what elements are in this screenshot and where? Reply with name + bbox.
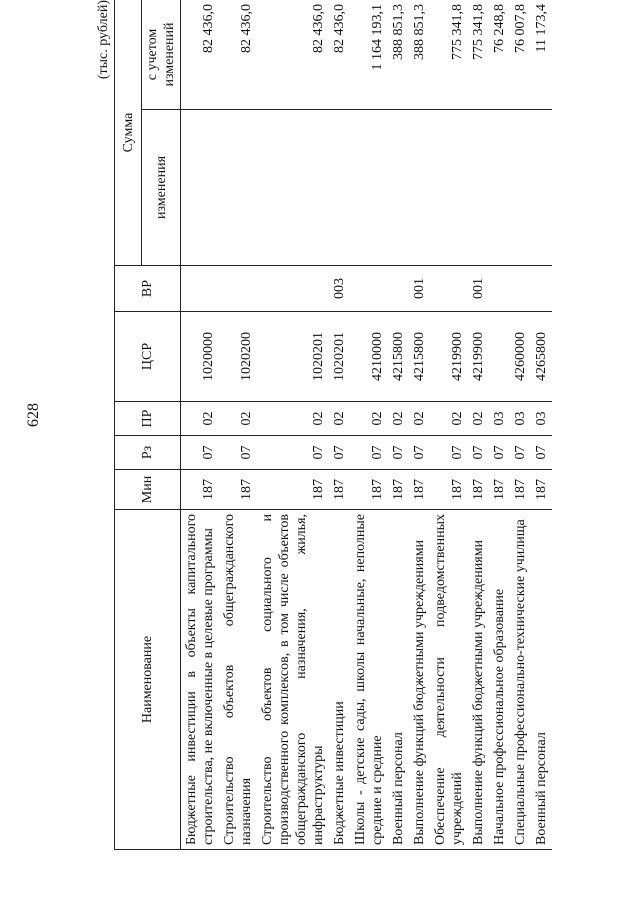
row-name: Военный персонал: [388, 510, 409, 850]
row-changes: [430, 110, 468, 266]
row-changes: [531, 110, 552, 266]
row-csr: 1020200: [219, 312, 257, 402]
row-rz: 07: [181, 436, 220, 470]
row-rz: 07: [489, 436, 510, 470]
table-row: [350, 0, 388, 850]
header-changes: изменения: [142, 110, 181, 266]
row-csr: 4219900: [468, 312, 489, 402]
row-pr: 03: [489, 402, 510, 436]
row-pr: 02: [409, 402, 430, 436]
row-min: 187: [430, 470, 468, 510]
row-rz: 07: [468, 436, 489, 470]
row-total: 82 436,0: [257, 0, 329, 110]
row-vr: [510, 266, 531, 312]
row-csr: 1020201: [329, 312, 350, 402]
row-vr: [430, 266, 468, 312]
row-changes: [388, 110, 409, 266]
row-name: Бюджетные инвестиции: [329, 510, 350, 850]
row-changes: [510, 110, 531, 266]
row-changes: [257, 110, 329, 266]
row-name: Школы - детские сады, школы начальные, неполные средние и средние: [350, 510, 388, 850]
row-total: 388 851,3: [409, 0, 430, 110]
row-rz: 07: [510, 436, 531, 470]
row-name: Начальное профессиональное образование: [489, 510, 510, 850]
row-vr: [181, 266, 220, 312]
row-csr: [489, 312, 510, 402]
row-pr: 03: [510, 402, 531, 436]
row-min: 187: [181, 470, 220, 510]
row-min: 187: [510, 470, 531, 510]
table-row: [468, 0, 489, 850]
row-pr: 03: [531, 402, 552, 436]
header-with-changes: с учетом изменений: [142, 0, 181, 110]
units-label: (тыс. рублей): [96, 0, 111, 80]
rotated-page: [60, 0, 630, 860]
table-row: [388, 0, 409, 850]
row-csr: 4219900: [430, 312, 468, 402]
row-pr: 02: [257, 402, 329, 436]
row-rz: 07: [388, 436, 409, 470]
row-vr: 001: [409, 266, 430, 312]
row-changes: [329, 110, 350, 266]
row-csr: 4215800: [409, 312, 430, 402]
row-total: 775 341,8: [468, 0, 489, 110]
table-row: [219, 0, 257, 850]
row-min: 187: [489, 470, 510, 510]
row-rz: 07: [350, 436, 388, 470]
table-row: [430, 0, 468, 850]
header-rz: Рз: [115, 436, 181, 470]
row-csr: 4260000: [510, 312, 531, 402]
row-pr: 02: [329, 402, 350, 436]
row-rz: 07: [409, 436, 430, 470]
row-vr: [489, 266, 510, 312]
row-total: 11 173,4: [531, 0, 552, 110]
row-changes: [409, 110, 430, 266]
row-total: 82 436,0: [181, 0, 220, 110]
page-number: 628: [25, 403, 42, 427]
row-min: 187: [409, 470, 430, 510]
row-changes: [181, 110, 220, 266]
row-pr: 02: [388, 402, 409, 436]
row-rz: 07: [219, 436, 257, 470]
budget-table: [114, 0, 552, 850]
row-changes: [468, 110, 489, 266]
table-body: [181, 0, 553, 850]
row-pr: 02: [430, 402, 468, 436]
row-min: 187: [219, 470, 257, 510]
row-min: 187: [350, 470, 388, 510]
row-name: Строительство объектов социального и производственного комплексов, в том числе объектов общегражданского назначения, жилья, инфраструктуры: [257, 510, 329, 850]
row-total: 82 436,0: [329, 0, 350, 110]
row-changes: [219, 110, 257, 266]
row-vr: [531, 266, 552, 312]
table-row: [409, 0, 430, 850]
row-rz: 07: [329, 436, 350, 470]
table-row: [181, 0, 220, 850]
row-csr: 1020000: [181, 312, 220, 402]
row-min: 187: [531, 470, 552, 510]
row-total: 1 164 193,1: [350, 0, 388, 110]
row-name: Выполнение функций бюджетными учреждениями: [468, 510, 489, 850]
header-pr: ПР: [115, 402, 181, 436]
row-csr: 4265800: [531, 312, 552, 402]
table-row: [489, 0, 510, 850]
row-vr: [219, 266, 257, 312]
header-name: Наименование: [115, 510, 181, 850]
row-rz: 07: [430, 436, 468, 470]
row-total: 388 851,3: [388, 0, 409, 110]
row-min: 187: [468, 470, 489, 510]
row-csr: 4215800: [388, 312, 409, 402]
header-csr: ЦСР: [115, 312, 181, 402]
row-pr: 02: [468, 402, 489, 436]
row-total: 76 248,8: [489, 0, 510, 110]
row-rz: 07: [531, 436, 552, 470]
table-row: [510, 0, 531, 850]
row-csr: 4210000: [350, 312, 388, 402]
row-vr: 001: [468, 266, 489, 312]
row-pr: 02: [219, 402, 257, 436]
header-sum: Сумма: [115, 0, 142, 266]
row-vr: [257, 266, 329, 312]
row-vr: 003: [329, 266, 350, 312]
row-changes: [350, 110, 388, 266]
row-total: 775 341,8: [430, 0, 468, 110]
row-pr: 02: [181, 402, 220, 436]
row-name: Обеспечение деятельности подведомственных учреждений: [430, 510, 468, 850]
row-min: 187: [329, 470, 350, 510]
row-total: 82 436,0: [219, 0, 257, 110]
row-min: 187: [388, 470, 409, 510]
row-changes: [489, 110, 510, 266]
row-name: Бюджетные инвестиции в объекты капитального строительства, не включенные в целевые программы: [181, 510, 220, 850]
row-total: 76 007,8: [510, 0, 531, 110]
row-name: Выполнение функций бюджетными учреждениями: [409, 510, 430, 850]
row-rz: 07: [257, 436, 329, 470]
row-vr: [350, 266, 388, 312]
table-row: [257, 0, 329, 850]
header-min: Мин: [115, 470, 181, 510]
row-vr: [388, 266, 409, 312]
row-name: Строительство объектов общегражданского назначения: [219, 510, 257, 850]
row-name: Военный персонал: [531, 510, 552, 850]
header-vr: ВР: [115, 266, 181, 312]
row-min: 187: [257, 470, 329, 510]
table-row: [329, 0, 350, 850]
row-pr: 02: [350, 402, 388, 436]
row-name: Специальные профессионально-технические училища: [510, 510, 531, 850]
row-csr: 1020201: [257, 312, 329, 402]
table-row: [531, 0, 552, 850]
